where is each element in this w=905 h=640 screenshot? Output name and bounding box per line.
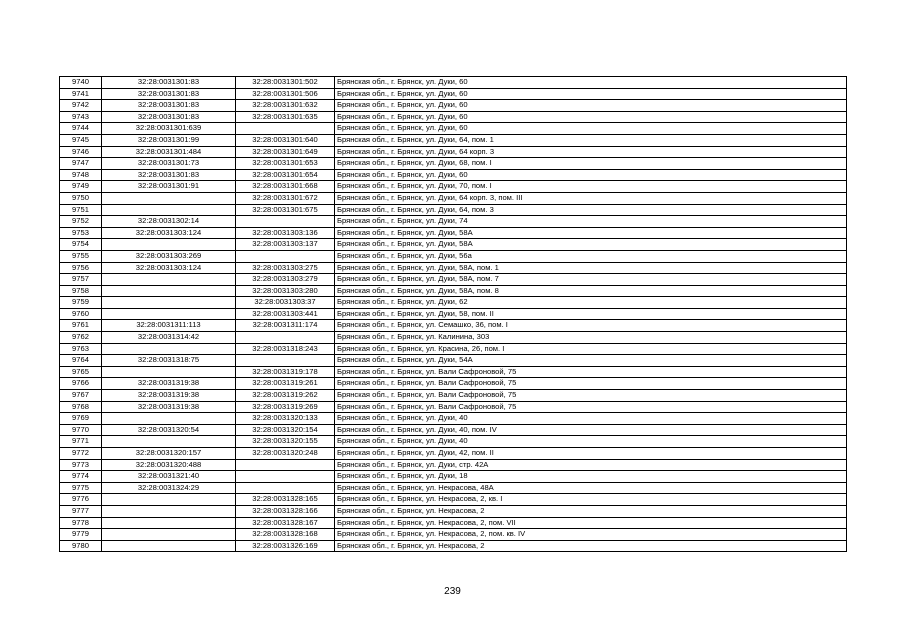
row-number-cell: 9771 — [60, 436, 102, 448]
object-number-cell: 32:28:0031320:133 — [236, 413, 335, 425]
address-cell: Брянская обл., г. Брянск, ул. Дуки, 58А, пом. 1 — [335, 262, 847, 274]
parcel-number-cell: 32:28:0031303:124 — [102, 227, 236, 239]
parcel-number-cell — [102, 366, 236, 378]
address-cell: Брянская обл., г. Брянск, ул. Дуки, стр. 42А — [335, 459, 847, 471]
object-number-cell: 32:28:0031328:165 — [236, 494, 335, 506]
parcel-number-cell — [102, 308, 236, 320]
row-number-cell: 9761 — [60, 320, 102, 332]
table-row — [60, 158, 847, 170]
row-number-cell: 9746 — [60, 146, 102, 158]
object-number-cell: 32:28:0031301:506 — [236, 88, 335, 100]
table-row — [60, 494, 847, 506]
table-row — [60, 505, 847, 517]
row-number-cell: 9777 — [60, 505, 102, 517]
parcel-number-cell: 32:28:0031301:99 — [102, 134, 236, 146]
table-row — [60, 216, 847, 228]
table-row — [60, 123, 847, 135]
address-cell: Брянская обл., г. Брянск, ул. Дуки, 60 — [335, 123, 847, 135]
row-number-cell: 9741 — [60, 88, 102, 100]
parcel-number-cell — [102, 413, 236, 425]
parcel-number-cell: 32:28:0031318:75 — [102, 355, 236, 367]
parcel-number-cell: 32:28:0031301:83 — [102, 169, 236, 181]
row-number-cell: 9744 — [60, 123, 102, 135]
address-cell: Брянская обл., г. Брянск, ул. Дуки, 60 — [335, 111, 847, 123]
address-cell: Брянская обл., г. Брянск, ул. Вали Сафроновой, 75 — [335, 366, 847, 378]
address-cell: Брянская обл., г. Брянск, ул. Дуки, 58, пом. II — [335, 308, 847, 320]
address-cell: Брянская обл., г. Брянск, ул. Некрасова, 2 — [335, 505, 847, 517]
object-number-cell: 32:28:0031320:154 — [236, 424, 335, 436]
table-row — [60, 146, 847, 158]
parcel-number-cell: 32:28:0031320:488 — [102, 459, 236, 471]
row-number-cell: 9765 — [60, 366, 102, 378]
object-number-cell: 32:28:0031319:261 — [236, 378, 335, 390]
page-number: 239 — [444, 586, 461, 597]
object-number-cell: 32:28:0031326:169 — [236, 540, 335, 552]
table-row — [60, 204, 847, 216]
row-number-cell: 9773 — [60, 459, 102, 471]
address-cell: Брянская обл., г. Брянск, ул. Вали Сафроновой, 75 — [335, 378, 847, 390]
address-cell: Брянская обл., г. Брянск, ул. Дуки, 40, пом. IV — [335, 424, 847, 436]
address-cell: Брянская обл., г. Брянск, ул. Вали Сафроновой, 75 — [335, 401, 847, 413]
address-cell: Брянская обл., г. Брянск, ул. Дуки, 60 — [335, 100, 847, 112]
object-number-cell — [236, 482, 335, 494]
address-cell: Брянская обл., г. Брянск, ул. Некрасова, 2 — [335, 540, 847, 552]
object-number-cell: 32:28:0031328:166 — [236, 505, 335, 517]
table-row — [60, 77, 847, 89]
object-number-cell — [236, 250, 335, 262]
row-number-cell: 9755 — [60, 250, 102, 262]
parcel-number-cell — [102, 274, 236, 286]
row-number-cell: 9775 — [60, 482, 102, 494]
parcel-number-cell: 32:28:0031301:83 — [102, 111, 236, 123]
parcel-number-cell — [102, 436, 236, 448]
table-row — [60, 111, 847, 123]
table-row — [60, 448, 847, 460]
table-row — [60, 192, 847, 204]
parcel-number-cell — [102, 343, 236, 355]
table-row — [60, 343, 847, 355]
address-cell: Брянская обл., г. Брянск, ул. Дуки, 40 — [335, 436, 847, 448]
parcel-number-cell: 32:28:0031320:54 — [102, 424, 236, 436]
address-cell: Брянская обл., г. Брянск, ул. Дуки, 40 — [335, 413, 847, 425]
table-row — [60, 88, 847, 100]
row-number-cell: 9742 — [60, 100, 102, 112]
parcel-number-cell: 32:28:0031301:83 — [102, 77, 236, 89]
row-number-cell: 9758 — [60, 285, 102, 297]
table-row — [60, 355, 847, 367]
parcel-number-cell: 32:28:0031319:38 — [102, 401, 236, 413]
row-number-cell: 9779 — [60, 529, 102, 541]
object-number-cell — [236, 459, 335, 471]
object-number-cell: 32:28:0031328:167 — [236, 517, 335, 529]
address-cell: Брянская обл., г. Брянск, ул. Дуки, 56а — [335, 250, 847, 262]
table-row — [60, 297, 847, 309]
table-row — [60, 308, 847, 320]
address-cell: Брянская обл., г. Брянск, ул. Некрасова, 2, кв. I — [335, 494, 847, 506]
address-cell: Брянская обл., г. Брянск, ул. Дуки, 58А, пом. 7 — [335, 274, 847, 286]
object-number-cell: 32:28:0031303:136 — [236, 227, 335, 239]
row-number-cell: 9780 — [60, 540, 102, 552]
parcel-number-cell — [102, 494, 236, 506]
row-number-cell: 9774 — [60, 471, 102, 483]
object-number-cell: 32:28:0031301:653 — [236, 158, 335, 170]
row-number-cell: 9763 — [60, 343, 102, 355]
address-cell: Брянская обл., г. Брянск, ул. Дуки, 58А — [335, 239, 847, 251]
object-number-cell: 32:28:0031301:675 — [236, 204, 335, 216]
parcel-number-cell — [102, 297, 236, 309]
row-number-cell: 9753 — [60, 227, 102, 239]
row-number-cell: 9766 — [60, 378, 102, 390]
row-number-cell: 9764 — [60, 355, 102, 367]
address-cell: Брянская обл., г. Брянск, ул. Дуки, 64 корп. 3 — [335, 146, 847, 158]
address-cell: Брянская обл., г. Брянск, ул. Дуки, 18 — [335, 471, 847, 483]
address-cell: Брянская обл., г. Брянск, ул. Дуки, 70, пом. I — [335, 181, 847, 193]
address-cell: Брянская обл., г. Брянск, ул. Дуки, 64 корп. 3, пом. III — [335, 192, 847, 204]
parcel-number-cell: 32:28:0031314:42 — [102, 332, 236, 344]
row-number-cell: 9776 — [60, 494, 102, 506]
parcel-number-cell: 32:28:0031324:29 — [102, 482, 236, 494]
parcel-number-cell — [102, 517, 236, 529]
parcel-number-cell: 32:28:0031319:38 — [102, 390, 236, 402]
table-row — [60, 100, 847, 112]
parcel-number-cell: 32:28:0031302:14 — [102, 216, 236, 228]
table-row — [60, 482, 847, 494]
object-number-cell — [236, 332, 335, 344]
object-number-cell: 32:28:0031303:137 — [236, 239, 335, 251]
table-row — [60, 390, 847, 402]
address-cell: Брянская обл., г. Брянск, ул. Дуки, 68, пом. I — [335, 158, 847, 170]
object-number-cell: 32:28:0031311:174 — [236, 320, 335, 332]
table-row — [60, 285, 847, 297]
object-number-cell: 32:28:0031319:262 — [236, 390, 335, 402]
parcel-number-cell: 32:28:0031301:639 — [102, 123, 236, 135]
address-cell: Брянская обл., г. Брянск, ул. Дуки, 60 — [335, 169, 847, 181]
row-number-cell: 9740 — [60, 77, 102, 89]
table-row — [60, 436, 847, 448]
table-row — [60, 540, 847, 552]
address-cell: Брянская обл., г. Брянск, ул. Дуки, 58А, пом. 8 — [335, 285, 847, 297]
row-number-cell: 9768 — [60, 401, 102, 413]
row-number-cell: 9756 — [60, 262, 102, 274]
row-number-cell: 9745 — [60, 134, 102, 146]
object-number-cell: 32:28:0031320:248 — [236, 448, 335, 460]
object-number-cell: 32:28:0031301:640 — [236, 134, 335, 146]
address-cell: Брянская обл., г. Брянск, ул. Дуки, 64, пом. 1 — [335, 134, 847, 146]
parcel-number-cell — [102, 540, 236, 552]
address-cell: Брянская обл., г. Брянск, ул. Дуки, 60 — [335, 77, 847, 89]
object-number-cell: 32:28:0031301:649 — [236, 146, 335, 158]
address-cell: Брянская обл., г. Брянск, ул. Дуки, 62 — [335, 297, 847, 309]
parcel-number-cell: 32:28:0031319:38 — [102, 378, 236, 390]
table-row — [60, 529, 847, 541]
address-cell: Брянская обл., г. Брянск, ул. Некрасова, 2, пом. кв. IV — [335, 529, 847, 541]
address-cell: Брянская обл., г. Брянск, ул. Дуки, 54А — [335, 355, 847, 367]
row-number-cell: 9759 — [60, 297, 102, 309]
object-number-cell: 32:28:0031319:178 — [236, 366, 335, 378]
parcel-number-cell: 32:28:0031303:124 — [102, 262, 236, 274]
address-cell: Брянская обл., г. Брянск, ул. Дуки, 42, пом. II — [335, 448, 847, 460]
row-number-cell: 9757 — [60, 274, 102, 286]
object-number-cell — [236, 216, 335, 228]
table-row — [60, 401, 847, 413]
row-number-cell: 9754 — [60, 239, 102, 251]
object-number-cell: 32:28:0031303:280 — [236, 285, 335, 297]
parcel-number-cell: 32:28:0031301:91 — [102, 181, 236, 193]
table-row — [60, 332, 847, 344]
table-row — [60, 227, 847, 239]
parcel-number-cell — [102, 204, 236, 216]
object-number-cell: 32:28:0031301:668 — [236, 181, 335, 193]
table-row — [60, 424, 847, 436]
object-number-cell: 32:28:0031301:635 — [236, 111, 335, 123]
row-number-cell: 9749 — [60, 181, 102, 193]
row-number-cell: 9772 — [60, 448, 102, 460]
table-row — [60, 239, 847, 251]
table-row — [60, 320, 847, 332]
address-cell: Брянская обл., г. Брянск, ул. Красина, 26, пом. I — [335, 343, 847, 355]
table-row — [60, 274, 847, 286]
row-number-cell: 9750 — [60, 192, 102, 204]
table-row — [60, 459, 847, 471]
parcel-number-cell — [102, 192, 236, 204]
object-number-cell — [236, 123, 335, 135]
row-number-cell: 9767 — [60, 390, 102, 402]
object-number-cell: 32:28:0031319:269 — [236, 401, 335, 413]
parcel-number-cell: 32:28:0031301:73 — [102, 158, 236, 170]
object-number-cell: 32:28:0031328:168 — [236, 529, 335, 541]
address-cell: Брянская обл., г. Брянск, ул. Семашко, 36, пом. I — [335, 320, 847, 332]
table-row — [60, 262, 847, 274]
parcel-number-cell — [102, 505, 236, 517]
address-cell: Брянская обл., г. Брянск, ул. Калинина, 303 — [335, 332, 847, 344]
address-cell: Брянская обл., г. Брянск, ул. Дуки, 60 — [335, 88, 847, 100]
table-row — [60, 181, 847, 193]
registry-table-body — [60, 77, 847, 552]
object-number-cell: 32:28:0031301:672 — [236, 192, 335, 204]
parcel-number-cell — [102, 285, 236, 297]
address-cell: Брянская обл., г. Брянск, ул. Некрасова, 2, пом. VII — [335, 517, 847, 529]
parcel-number-cell: 32:28:0031301:83 — [102, 88, 236, 100]
object-number-cell: 32:28:0031318:243 — [236, 343, 335, 355]
address-cell: Брянская обл., г. Брянск, ул. Вали Сафроновой, 75 — [335, 390, 847, 402]
row-number-cell: 9743 — [60, 111, 102, 123]
row-number-cell: 9762 — [60, 332, 102, 344]
object-number-cell: 32:28:0031301:632 — [236, 100, 335, 112]
address-cell: Брянская обл., г. Брянск, ул. Дуки, 64, пом. 3 — [335, 204, 847, 216]
parcel-number-cell: 32:28:0031321:40 — [102, 471, 236, 483]
address-cell: Брянская обл., г. Брянск, ул. Дуки, 58А — [335, 227, 847, 239]
table-row — [60, 413, 847, 425]
parcel-number-cell: 32:28:0031311:113 — [102, 320, 236, 332]
parcel-number-cell — [102, 239, 236, 251]
object-number-cell: 32:28:0031301:654 — [236, 169, 335, 181]
object-number-cell — [236, 355, 335, 367]
table-row — [60, 250, 847, 262]
row-number-cell: 9778 — [60, 517, 102, 529]
object-number-cell — [236, 471, 335, 483]
registry-table — [59, 76, 847, 552]
address-cell: Брянская обл., г. Брянск, ул. Некрасова, 48А — [335, 482, 847, 494]
object-number-cell: 32:28:0031303:37 — [236, 297, 335, 309]
parcel-number-cell: 32:28:0031303:269 — [102, 250, 236, 262]
parcel-number-cell: 32:28:0031301:484 — [102, 146, 236, 158]
table-row — [60, 471, 847, 483]
object-number-cell: 32:28:0031320:155 — [236, 436, 335, 448]
row-number-cell: 9752 — [60, 216, 102, 228]
parcel-number-cell: 32:28:0031301:83 — [102, 100, 236, 112]
object-number-cell: 32:28:0031303:275 — [236, 262, 335, 274]
row-number-cell: 9760 — [60, 308, 102, 320]
row-number-cell: 9748 — [60, 169, 102, 181]
address-cell: Брянская обл., г. Брянск, ул. Дуки, 74 — [335, 216, 847, 228]
table-row — [60, 169, 847, 181]
table-row — [60, 517, 847, 529]
row-number-cell: 9747 — [60, 158, 102, 170]
table-row — [60, 378, 847, 390]
table-row — [60, 366, 847, 378]
parcel-number-cell — [102, 529, 236, 541]
object-number-cell: 32:28:0031303:279 — [236, 274, 335, 286]
row-number-cell: 9751 — [60, 204, 102, 216]
parcel-number-cell: 32:28:0031320:157 — [102, 448, 236, 460]
row-number-cell: 9770 — [60, 424, 102, 436]
row-number-cell: 9769 — [60, 413, 102, 425]
object-number-cell: 32:28:0031303:441 — [236, 308, 335, 320]
table-row — [60, 134, 847, 146]
object-number-cell: 32:28:0031301:502 — [236, 77, 335, 89]
